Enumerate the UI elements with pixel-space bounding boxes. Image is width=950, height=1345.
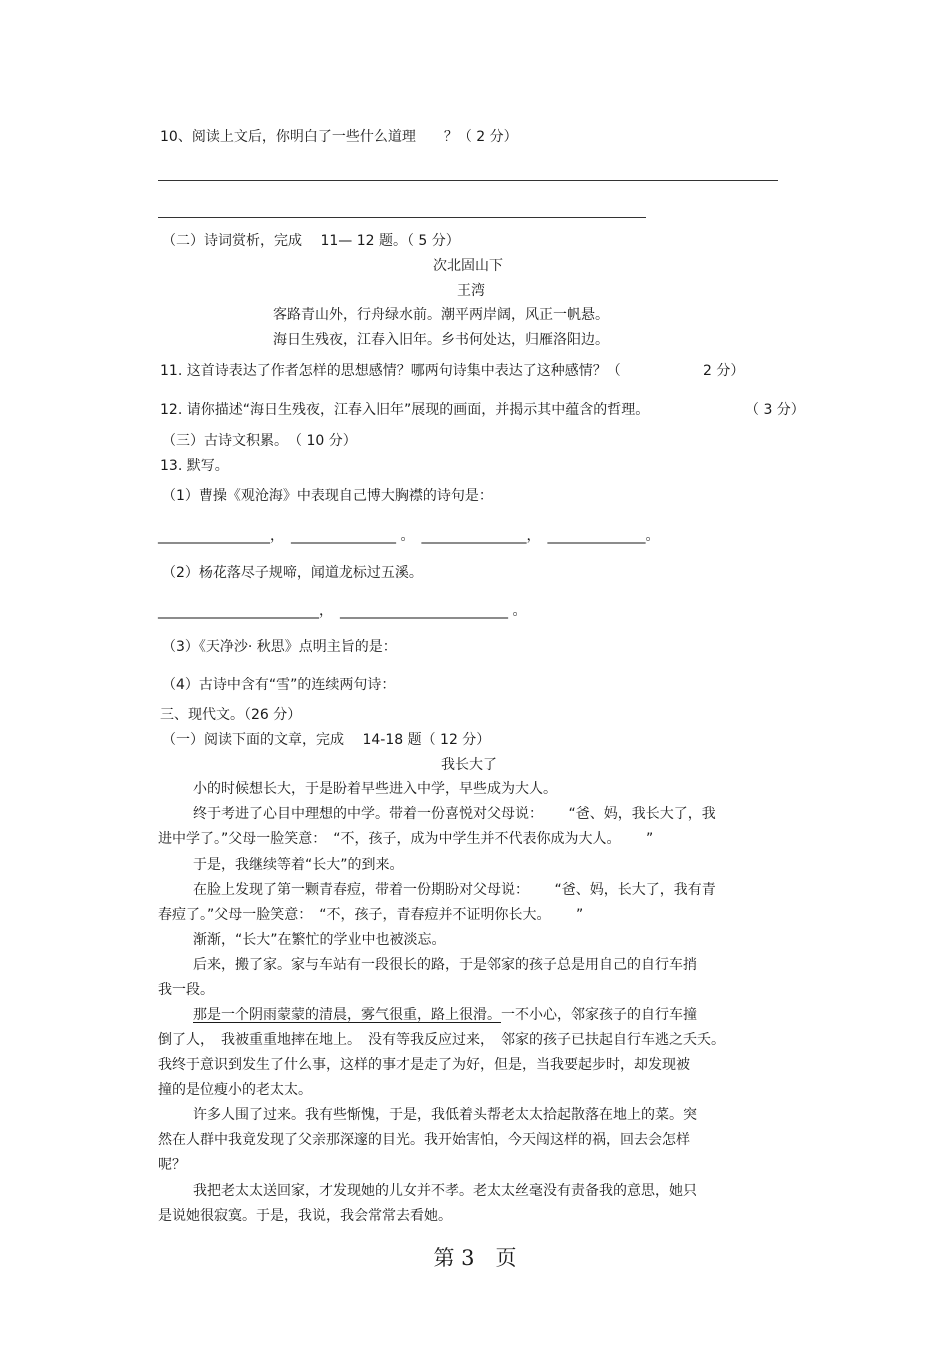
essay-line: 春痘了。”父母一脸笑意： “不，孩子，青春痘并不证明你长大。 ” — [158, 907, 584, 923]
essay-line: 倒了人， 我被重重地摔在地上。 没有等我反应过来， 邻家的孩子已扶起自行车逃之夭夭。 — [158, 1032, 725, 1048]
essay-line: 我一段。 — [158, 982, 214, 998]
essay-line: 小的时候想长大，于是盼着早些进入中学，早些成为大人。 — [193, 781, 557, 797]
section-recitation-heading: （三）古诗文积累。 （ 10 分） — [162, 433, 357, 449]
essay-line: 在脸上发现了第一颗青春痘，带着一份期盼对父母说： “爸、妈，长大了，我有青 — [193, 882, 716, 898]
question-13-2: （2）杨花落尽子规啼，闻道龙标过五溪。 — [162, 565, 423, 581]
question-13: 13. 默写。 — [160, 458, 229, 474]
poem-line-1: 客路青山外，行舟绿水前。潮平两岸阔，风正一帆悬。 — [273, 307, 609, 323]
essay-line: 后来，搬了家。家与车站有一段很长的路，于是邻家的孩子总是用自己的自行车捎 — [193, 957, 697, 973]
essay-line: 呢？ — [158, 1157, 186, 1173]
question-13-2-blanks: _______________________， ________________________ 。 — [158, 603, 527, 619]
essay-line: 我终于意识到发生了什么事，这样的事才是走了为好，但是，当我要起步时，却发现被 — [158, 1057, 690, 1073]
section-poetry-heading: （二）诗词赏析，完成 11— 12 题。（ 5 分） — [162, 233, 460, 249]
question-13-1: （1）曹操《观沧海》中表现自己博大胸襟的诗句是： — [162, 488, 493, 504]
question-12: 12. 请你描述“海日生残夜，江春入旧年”展现的画面，并揭示其中蕴含的哲理。 — [160, 402, 650, 418]
question-13-4: （4）古诗中含有“雪”的连续两句诗： — [162, 677, 396, 693]
question-11-score: 2 分） — [703, 363, 745, 379]
answer-line-2 — [158, 217, 646, 218]
question-13-1-blanks: ________________， _______________ 。 _______________， ______________。 — [158, 528, 660, 544]
essay-line: 进中学了。”父母一脸笑意： “不，孩子，成为中学生并不代表你成为大人。 ” — [158, 831, 654, 847]
essay-line: 终于考进了心目中理想的中学。带着一份喜悦对父母说： “爸、妈，我长大了，我 — [193, 806, 716, 822]
poem-author: 王湾 — [457, 283, 485, 299]
essay-line: 撞的是位瘦小的老太太。 — [158, 1082, 312, 1098]
question-13-3: （3）《天净沙· 秋思》点明主旨的是： — [162, 639, 397, 655]
essay-text: 一不小心，邻家孩子的自行车撞 — [501, 1007, 697, 1023]
essay-line: 是说她很寂寞。于是，我说，我会常常去看她。 — [158, 1208, 452, 1224]
question-10: 10、阅读上文后，你明白了一些什么道理 ？（ 2 分） — [160, 129, 518, 145]
essay-title: 我长大了 — [441, 757, 497, 773]
page-number: 第 3 页 — [433, 1246, 517, 1270]
question-11: 11. 这首诗表达了作者怎样的思想感情？哪两句诗集中表达了这种感情？（ — [160, 363, 621, 379]
underlined-sentence: 那是一个阴雨蒙蒙的清晨，雾气很重，路上很滑。 — [193, 1007, 501, 1023]
essay-line: 渐渐，“长大”在繁忙的学业中也被淡忘。 — [193, 932, 446, 948]
answer-line-1 — [158, 180, 778, 181]
part-3-heading: 三、现代文。（26 分） — [160, 707, 302, 723]
essay-line: 许多人围了过来。我有些惭愧，于是，我低着头帮老太太拾起散落在地上的菜。突 — [193, 1107, 697, 1123]
essay-line: 于是，我继续等着“长大”的到来。 — [193, 857, 404, 873]
question-12-score: （ 3 分） — [745, 402, 805, 418]
essay-line: 我把老太太送回家，才发现她的儿女并不孝。老太太丝毫没有责备我的意思，她只 — [193, 1183, 697, 1199]
essay-line — [193, 1006, 697, 1024]
essay-line: 然在人群中我竟发现了父亲那深邃的目光。我开始害怕，今天闯这样的祸，回去会怎样 — [158, 1132, 690, 1148]
poem-line-2: 海日生残夜，江春入旧年。乡书何处达，归雁洛阳边。 — [273, 332, 609, 348]
poem-title: 次北固山下 — [433, 258, 503, 274]
reading-subsection-heading: （一）阅读下面的文章，完成 14-18 题（ 12 分） — [162, 732, 491, 748]
